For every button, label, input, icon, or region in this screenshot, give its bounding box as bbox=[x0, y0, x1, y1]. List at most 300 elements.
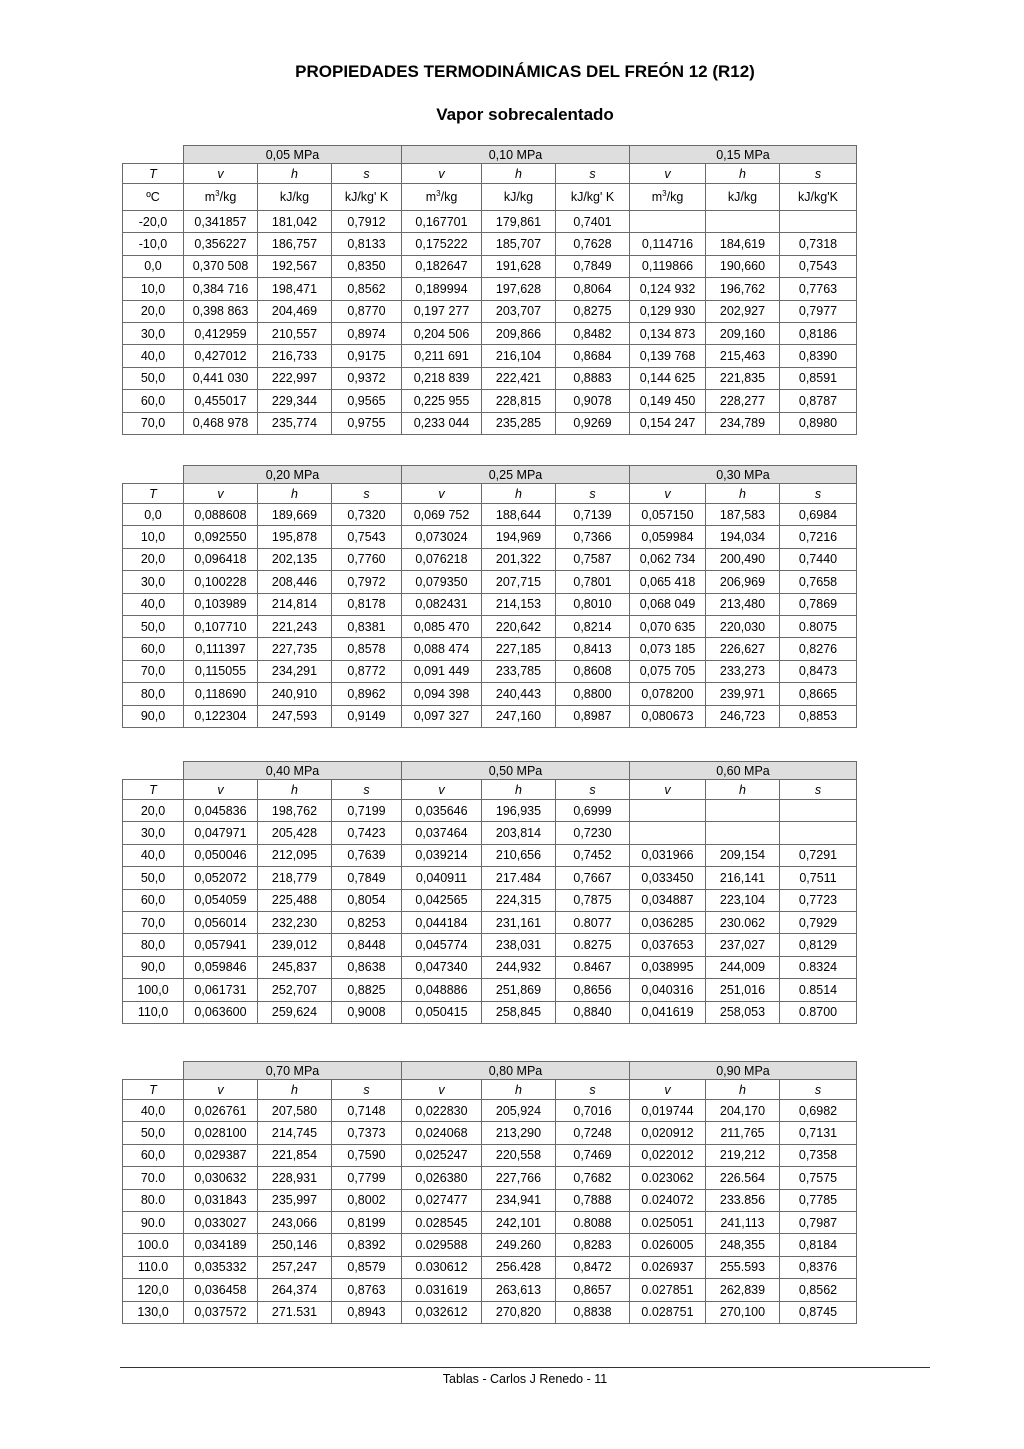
table-row bbox=[123, 1189, 857, 1211]
value-cell: 0,034887 bbox=[630, 889, 706, 911]
value-cell: 209,160 bbox=[706, 322, 780, 344]
table-row bbox=[123, 800, 857, 822]
value-cell: 0,073024 bbox=[402, 526, 482, 548]
table-row bbox=[123, 822, 857, 844]
unit-header: kJ/kg' K bbox=[556, 184, 630, 211]
value-cell: 201,322 bbox=[482, 548, 556, 570]
value-cell: 0,7682 bbox=[556, 1167, 630, 1189]
value-cell: 0,107710 bbox=[184, 615, 258, 637]
value-cell: 263,613 bbox=[482, 1279, 556, 1301]
value-cell: 194,969 bbox=[482, 526, 556, 548]
variable-header: v bbox=[630, 164, 706, 184]
temperature-cell: 50,0 bbox=[123, 1122, 184, 1144]
footer-divider bbox=[120, 1367, 930, 1368]
units-header-row bbox=[123, 184, 857, 211]
variable-header-row bbox=[123, 1080, 857, 1100]
unit-header: kJ/kg bbox=[706, 184, 780, 211]
value-cell: 0,8350 bbox=[332, 255, 402, 277]
value-cell: 0,7148 bbox=[332, 1100, 402, 1122]
value-cell: 0,036458 bbox=[184, 1279, 258, 1301]
value-cell: 0,8770 bbox=[332, 300, 402, 322]
value-cell: 0,045774 bbox=[402, 934, 482, 956]
value-cell: 0,7799 bbox=[332, 1167, 402, 1189]
value-cell: 0,225 955 bbox=[402, 390, 482, 412]
value-cell: 0.028751 bbox=[630, 1301, 706, 1323]
value-cell: 213,290 bbox=[482, 1122, 556, 1144]
value-cell: 0.031619 bbox=[402, 1279, 482, 1301]
pressure-header: 0,25 MPa bbox=[402, 466, 630, 484]
value-cell: 0,8133 bbox=[332, 233, 402, 255]
value-cell: 0,7929 bbox=[780, 911, 857, 933]
value-cell: 209,866 bbox=[482, 322, 556, 344]
value-cell: 0,8253 bbox=[332, 911, 402, 933]
value-cell: 239,971 bbox=[706, 683, 780, 705]
header-blank-cell bbox=[123, 146, 184, 164]
value-cell: 0,154 247 bbox=[630, 412, 706, 434]
table-row bbox=[123, 278, 857, 300]
value-cell: 244,932 bbox=[482, 956, 556, 978]
value-cell: 0,059984 bbox=[630, 526, 706, 548]
value-cell: 0,7248 bbox=[556, 1122, 630, 1144]
variable-header: h bbox=[258, 780, 332, 800]
value-cell: 0,8199 bbox=[332, 1211, 402, 1233]
value-cell: 0,111397 bbox=[184, 638, 258, 660]
variable-header: s bbox=[780, 164, 857, 184]
table-row bbox=[123, 412, 857, 434]
value-cell: 0,7667 bbox=[556, 867, 630, 889]
value-cell: 0,075 705 bbox=[630, 660, 706, 682]
value-cell: 258,845 bbox=[482, 1001, 556, 1023]
temperature-cell: 90,0 bbox=[123, 705, 184, 727]
unit-header: kJ/kg bbox=[258, 184, 332, 211]
value-cell: 0,028100 bbox=[184, 1122, 258, 1144]
value-cell: 229,344 bbox=[258, 390, 332, 412]
value-cell: 0,032612 bbox=[402, 1301, 482, 1323]
value-cell: 226,627 bbox=[706, 638, 780, 660]
value-cell: 0,6999 bbox=[556, 800, 630, 822]
value-cell: 0,8275 bbox=[556, 300, 630, 322]
value-cell: 222,997 bbox=[258, 367, 332, 389]
value-cell: 0,040911 bbox=[402, 867, 482, 889]
unit-header bbox=[402, 184, 482, 211]
value-cell: 0,022830 bbox=[402, 1100, 482, 1122]
value-cell: 0,7318 bbox=[780, 233, 857, 255]
value-cell: 0,024068 bbox=[402, 1122, 482, 1144]
value-cell: 0,8482 bbox=[556, 322, 630, 344]
value-cell: 0,9755 bbox=[332, 412, 402, 434]
variable-header: s bbox=[332, 484, 402, 504]
value-cell: 0,134 873 bbox=[630, 322, 706, 344]
value-cell: 0,9149 bbox=[332, 705, 402, 727]
variable-header: s bbox=[556, 164, 630, 184]
value-cell: 212,095 bbox=[258, 844, 332, 866]
value-cell: 0,097 327 bbox=[402, 705, 482, 727]
variable-header: s bbox=[332, 780, 402, 800]
value-cell: 0,9565 bbox=[332, 390, 402, 412]
value-cell: 215,463 bbox=[706, 345, 780, 367]
value-cell: 0,9372 bbox=[332, 367, 402, 389]
value-cell: 0,068 049 bbox=[630, 593, 706, 615]
value-cell: 188,644 bbox=[482, 504, 556, 526]
value-cell: 205,924 bbox=[482, 1100, 556, 1122]
value-cell: 203,707 bbox=[482, 300, 556, 322]
value-cell: 0,7785 bbox=[780, 1189, 857, 1211]
value-cell: 0,175222 bbox=[402, 233, 482, 255]
value-cell: 235,774 bbox=[258, 412, 332, 434]
table-row bbox=[123, 1256, 857, 1278]
value-cell: 0,8054 bbox=[332, 889, 402, 911]
value-cell bbox=[780, 822, 857, 844]
value-cell: 0.023062 bbox=[630, 1167, 706, 1189]
temperature-cell: 30,0 bbox=[123, 822, 184, 844]
table-row bbox=[123, 979, 857, 1001]
value-cell: 216,104 bbox=[482, 345, 556, 367]
value-cell: 249.260 bbox=[482, 1234, 556, 1256]
value-cell: 234,291 bbox=[258, 660, 332, 682]
value-cell: 243,066 bbox=[258, 1211, 332, 1233]
variable-header: v bbox=[630, 1080, 706, 1100]
value-cell: 0,139 768 bbox=[630, 345, 706, 367]
value-cell: 0,341857 bbox=[184, 211, 258, 233]
value-cell: 0.8324 bbox=[780, 956, 857, 978]
value-cell: 0,8129 bbox=[780, 934, 857, 956]
table-row bbox=[123, 934, 857, 956]
value-cell bbox=[706, 211, 780, 233]
value-cell: 187,583 bbox=[706, 504, 780, 526]
value-cell: 0,7912 bbox=[332, 211, 402, 233]
table-row bbox=[123, 705, 857, 727]
value-cell: 0,037464 bbox=[402, 822, 482, 844]
value-cell: 0,8381 bbox=[332, 615, 402, 637]
table-row bbox=[123, 322, 857, 344]
variable-header: v bbox=[184, 484, 258, 504]
value-cell: 0,211 691 bbox=[402, 345, 482, 367]
value-cell: 0,8276 bbox=[780, 638, 857, 660]
value-cell: 219,212 bbox=[706, 1144, 780, 1166]
value-cell: 228,931 bbox=[258, 1167, 332, 1189]
value-cell bbox=[630, 211, 706, 233]
value-cell: 0,8656 bbox=[556, 979, 630, 1001]
variable-header: T bbox=[123, 780, 184, 800]
value-cell: 203,814 bbox=[482, 822, 556, 844]
value-cell: 264,374 bbox=[258, 1279, 332, 1301]
variable-header: s bbox=[780, 484, 857, 504]
table-row bbox=[123, 390, 857, 412]
value-cell: 217.484 bbox=[482, 867, 556, 889]
value-cell: 0,115055 bbox=[184, 660, 258, 682]
temperature-cell: 50,0 bbox=[123, 867, 184, 889]
value-cell: 0.8514 bbox=[780, 979, 857, 1001]
temperature-cell: 60,0 bbox=[123, 1144, 184, 1166]
pressure-header: 0,90 MPa bbox=[630, 1062, 857, 1080]
variable-header: h bbox=[706, 484, 780, 504]
value-cell: 0,019744 bbox=[630, 1100, 706, 1122]
value-cell: 0,042565 bbox=[402, 889, 482, 911]
value-cell: 0,7658 bbox=[780, 571, 857, 593]
pressure-header-row bbox=[123, 466, 857, 484]
value-cell: 0,8684 bbox=[556, 345, 630, 367]
pressure-header: 0,80 MPa bbox=[402, 1062, 630, 1080]
page-title: PROPIEDADES TERMODINÁMICAS DEL FREÓN 12 (R12) bbox=[295, 62, 755, 81]
temperature-cell: 90.0 bbox=[123, 1211, 184, 1233]
temperature-cell: 30,0 bbox=[123, 571, 184, 593]
variable-header: h bbox=[258, 484, 332, 504]
value-cell: 0,070 635 bbox=[630, 615, 706, 637]
temperature-cell: 10,0 bbox=[123, 526, 184, 548]
value-cell: 226.564 bbox=[706, 1167, 780, 1189]
value-cell: 0,7763 bbox=[780, 278, 857, 300]
temperature-cell: 110,0 bbox=[123, 1001, 184, 1023]
value-cell: 221,854 bbox=[258, 1144, 332, 1166]
variable-header: v bbox=[402, 164, 482, 184]
value-cell: 0,034189 bbox=[184, 1234, 258, 1256]
value-cell: 218,779 bbox=[258, 867, 332, 889]
value-cell: 202,927 bbox=[706, 300, 780, 322]
value-cell: 0,8980 bbox=[780, 412, 857, 434]
variable-header: h bbox=[482, 164, 556, 184]
value-cell: 0,7452 bbox=[556, 844, 630, 866]
value-cell: 0,7849 bbox=[332, 867, 402, 889]
value-cell: 208,446 bbox=[258, 571, 332, 593]
unit-text: m bbox=[425, 190, 437, 204]
value-cell: 0,197 277 bbox=[402, 300, 482, 322]
value-cell: 0,022012 bbox=[630, 1144, 706, 1166]
table-row bbox=[123, 889, 857, 911]
page-footer: Tablas - Carlos J Renedo - 11 bbox=[442, 1372, 608, 1386]
unit-text: /kg bbox=[219, 190, 237, 204]
value-cell: 0,044184 bbox=[402, 911, 482, 933]
value-cell: 0,7016 bbox=[556, 1100, 630, 1122]
value-cell: 0,057150 bbox=[630, 504, 706, 526]
temperature-cell: 50,0 bbox=[123, 367, 184, 389]
property-table-3 bbox=[122, 761, 857, 1024]
value-cell: 0,031843 bbox=[184, 1189, 258, 1211]
unit-text: /kg bbox=[666, 190, 684, 204]
variable-header: h bbox=[482, 780, 556, 800]
value-cell: 216,141 bbox=[706, 867, 780, 889]
value-cell: 0,8853 bbox=[780, 705, 857, 727]
value-cell: 262,839 bbox=[706, 1279, 780, 1301]
value-cell: 0,040316 bbox=[630, 979, 706, 1001]
table-row bbox=[123, 683, 857, 705]
table-row bbox=[123, 504, 857, 526]
value-cell: 0,8840 bbox=[556, 1001, 630, 1023]
value-cell: 0,233 044 bbox=[402, 412, 482, 434]
value-cell: 207,715 bbox=[482, 571, 556, 593]
unit-header: kJ/kg' K bbox=[332, 184, 402, 211]
value-cell: 0,7587 bbox=[556, 548, 630, 570]
pressure-header: 0,40 MPa bbox=[184, 762, 402, 780]
value-cell: 179,861 bbox=[482, 211, 556, 233]
value-cell: 0,124 932 bbox=[630, 278, 706, 300]
value-cell: 0,073 185 bbox=[630, 638, 706, 660]
value-cell: 0,037653 bbox=[630, 934, 706, 956]
value-cell: 0,030632 bbox=[184, 1167, 258, 1189]
value-cell: 216,733 bbox=[258, 345, 332, 367]
value-cell: 190,660 bbox=[706, 255, 780, 277]
value-cell: 240,443 bbox=[482, 683, 556, 705]
value-cell: 250,146 bbox=[258, 1234, 332, 1256]
value-cell: 241,113 bbox=[706, 1211, 780, 1233]
value-cell: 0,082431 bbox=[402, 593, 482, 615]
value-cell: 0.030612 bbox=[402, 1256, 482, 1278]
value-cell: 0.8700 bbox=[780, 1001, 857, 1023]
value-cell bbox=[706, 822, 780, 844]
value-cell: 0,9175 bbox=[332, 345, 402, 367]
value-cell: 0,441 030 bbox=[184, 367, 258, 389]
value-cell: 0,7801 bbox=[556, 571, 630, 593]
table-row bbox=[123, 211, 857, 233]
value-cell: 0,8002 bbox=[332, 1189, 402, 1211]
table-row bbox=[123, 526, 857, 548]
value-cell: 238,031 bbox=[482, 934, 556, 956]
value-cell: 0,088608 bbox=[184, 504, 258, 526]
property-table-4 bbox=[122, 1061, 857, 1324]
value-cell: 0,8562 bbox=[780, 1279, 857, 1301]
value-cell: 0,7888 bbox=[556, 1189, 630, 1211]
value-cell: 0,370 508 bbox=[184, 255, 258, 277]
value-cell: 0,8178 bbox=[332, 593, 402, 615]
variable-header: h bbox=[258, 1080, 332, 1100]
temperature-cell: 70.0 bbox=[123, 1167, 184, 1189]
variable-header-row bbox=[123, 780, 857, 800]
value-cell: 0,7869 bbox=[780, 593, 857, 615]
value-cell: 0,031966 bbox=[630, 844, 706, 866]
value-cell: 0,033450 bbox=[630, 867, 706, 889]
temperature-cell: 0,0 bbox=[123, 504, 184, 526]
value-cell: 237,027 bbox=[706, 934, 780, 956]
value-cell: 0,8186 bbox=[780, 322, 857, 344]
table-row bbox=[123, 615, 857, 637]
value-cell: 0,7543 bbox=[780, 255, 857, 277]
value-cell: 0,069 752 bbox=[402, 504, 482, 526]
temperature-cell: 20,0 bbox=[123, 548, 184, 570]
value-cell: 224,315 bbox=[482, 889, 556, 911]
value-cell: 228,815 bbox=[482, 390, 556, 412]
value-cell: 0,9269 bbox=[556, 412, 630, 434]
value-cell: 0,119866 bbox=[630, 255, 706, 277]
value-cell: 246,723 bbox=[706, 705, 780, 727]
temperature-cell: 70,0 bbox=[123, 660, 184, 682]
value-cell: 0,029387 bbox=[184, 1144, 258, 1166]
value-cell bbox=[780, 211, 857, 233]
value-cell: 233,785 bbox=[482, 660, 556, 682]
value-cell: 0,8825 bbox=[332, 979, 402, 1001]
table-row bbox=[123, 638, 857, 660]
value-cell: 0.024072 bbox=[630, 1189, 706, 1211]
value-cell: 195,878 bbox=[258, 526, 332, 548]
value-cell: 0,7320 bbox=[332, 504, 402, 526]
value-cell: 0,8184 bbox=[780, 1234, 857, 1256]
variable-header: s bbox=[780, 1080, 857, 1100]
value-cell: 198,471 bbox=[258, 278, 332, 300]
value-cell: 0,8772 bbox=[332, 660, 402, 682]
pressure-header: 0,10 MPa bbox=[402, 146, 630, 164]
value-cell: 220,558 bbox=[482, 1144, 556, 1166]
value-cell: 0,052072 bbox=[184, 867, 258, 889]
value-cell: 214,745 bbox=[258, 1122, 332, 1144]
temperature-cell: 20,0 bbox=[123, 800, 184, 822]
value-cell: 0,7849 bbox=[556, 255, 630, 277]
variable-header: h bbox=[706, 780, 780, 800]
temperature-cell: 70,0 bbox=[123, 412, 184, 434]
temperature-cell: 100.0 bbox=[123, 1234, 184, 1256]
value-cell: 221,243 bbox=[258, 615, 332, 637]
table-row bbox=[123, 911, 857, 933]
value-cell: 0,8413 bbox=[556, 638, 630, 660]
value-cell: 0,048886 bbox=[402, 979, 482, 1001]
value-cell: 0,8883 bbox=[556, 367, 630, 389]
unit-text: m bbox=[204, 190, 216, 204]
value-cell: 0,8974 bbox=[332, 322, 402, 344]
value-cell: 259,624 bbox=[258, 1001, 332, 1023]
value-cell: 0,7723 bbox=[780, 889, 857, 911]
value-cell: 0,8838 bbox=[556, 1301, 630, 1323]
value-cell: 0,088 474 bbox=[402, 638, 482, 660]
table-row bbox=[123, 1211, 857, 1233]
value-cell: 0,7291 bbox=[780, 844, 857, 866]
value-cell: 0,6982 bbox=[780, 1100, 857, 1122]
value-cell: 205,428 bbox=[258, 822, 332, 844]
value-cell: 0,412959 bbox=[184, 322, 258, 344]
table-row bbox=[123, 1167, 857, 1189]
value-cell: 0,8392 bbox=[332, 1234, 402, 1256]
table-row bbox=[123, 1001, 857, 1023]
table-row bbox=[123, 1100, 857, 1122]
table-row bbox=[123, 844, 857, 866]
value-cell: 0,455017 bbox=[184, 390, 258, 412]
value-cell: 0,7139 bbox=[556, 504, 630, 526]
table-row bbox=[123, 867, 857, 889]
value-cell: 0.8077 bbox=[556, 911, 630, 933]
variable-header: T bbox=[123, 1080, 184, 1100]
value-cell: 0,7875 bbox=[556, 889, 630, 911]
value-cell: 0,7216 bbox=[780, 526, 857, 548]
value-cell: 0,050415 bbox=[402, 1001, 482, 1023]
temperature-cell: 10,0 bbox=[123, 278, 184, 300]
value-cell: 247,160 bbox=[482, 705, 556, 727]
pressure-header-row bbox=[123, 762, 857, 780]
pressure-header-row bbox=[123, 1062, 857, 1080]
value-cell: 233.856 bbox=[706, 1189, 780, 1211]
value-cell: 209,154 bbox=[706, 844, 780, 866]
value-cell: 247,593 bbox=[258, 705, 332, 727]
value-cell: 0,8578 bbox=[332, 638, 402, 660]
variable-header: h bbox=[706, 164, 780, 184]
value-cell: 0,8745 bbox=[780, 1301, 857, 1323]
unit-exponent: 3 bbox=[215, 188, 220, 198]
value-cell: 227,185 bbox=[482, 638, 556, 660]
value-cell: 0.8075 bbox=[780, 615, 857, 637]
pressure-header: 0,70 MPa bbox=[184, 1062, 402, 1080]
value-cell: 202,135 bbox=[258, 548, 332, 570]
value-cell: 221,835 bbox=[706, 367, 780, 389]
variable-header: h bbox=[482, 1080, 556, 1100]
value-cell: 235,997 bbox=[258, 1189, 332, 1211]
value-cell: 0,092550 bbox=[184, 526, 258, 548]
value-cell: 0.028545 bbox=[402, 1211, 482, 1233]
temperature-cell: 40,0 bbox=[123, 844, 184, 866]
variable-header: h bbox=[258, 164, 332, 184]
variable-header: s bbox=[556, 1080, 630, 1100]
temperature-cell: 120,0 bbox=[123, 1279, 184, 1301]
value-cell: 245,837 bbox=[258, 956, 332, 978]
value-cell: 0,039214 bbox=[402, 844, 482, 866]
variable-header: v bbox=[184, 1080, 258, 1100]
value-cell bbox=[630, 822, 706, 844]
value-cell: 220,030 bbox=[706, 615, 780, 637]
value-cell: 181,042 bbox=[258, 211, 332, 233]
